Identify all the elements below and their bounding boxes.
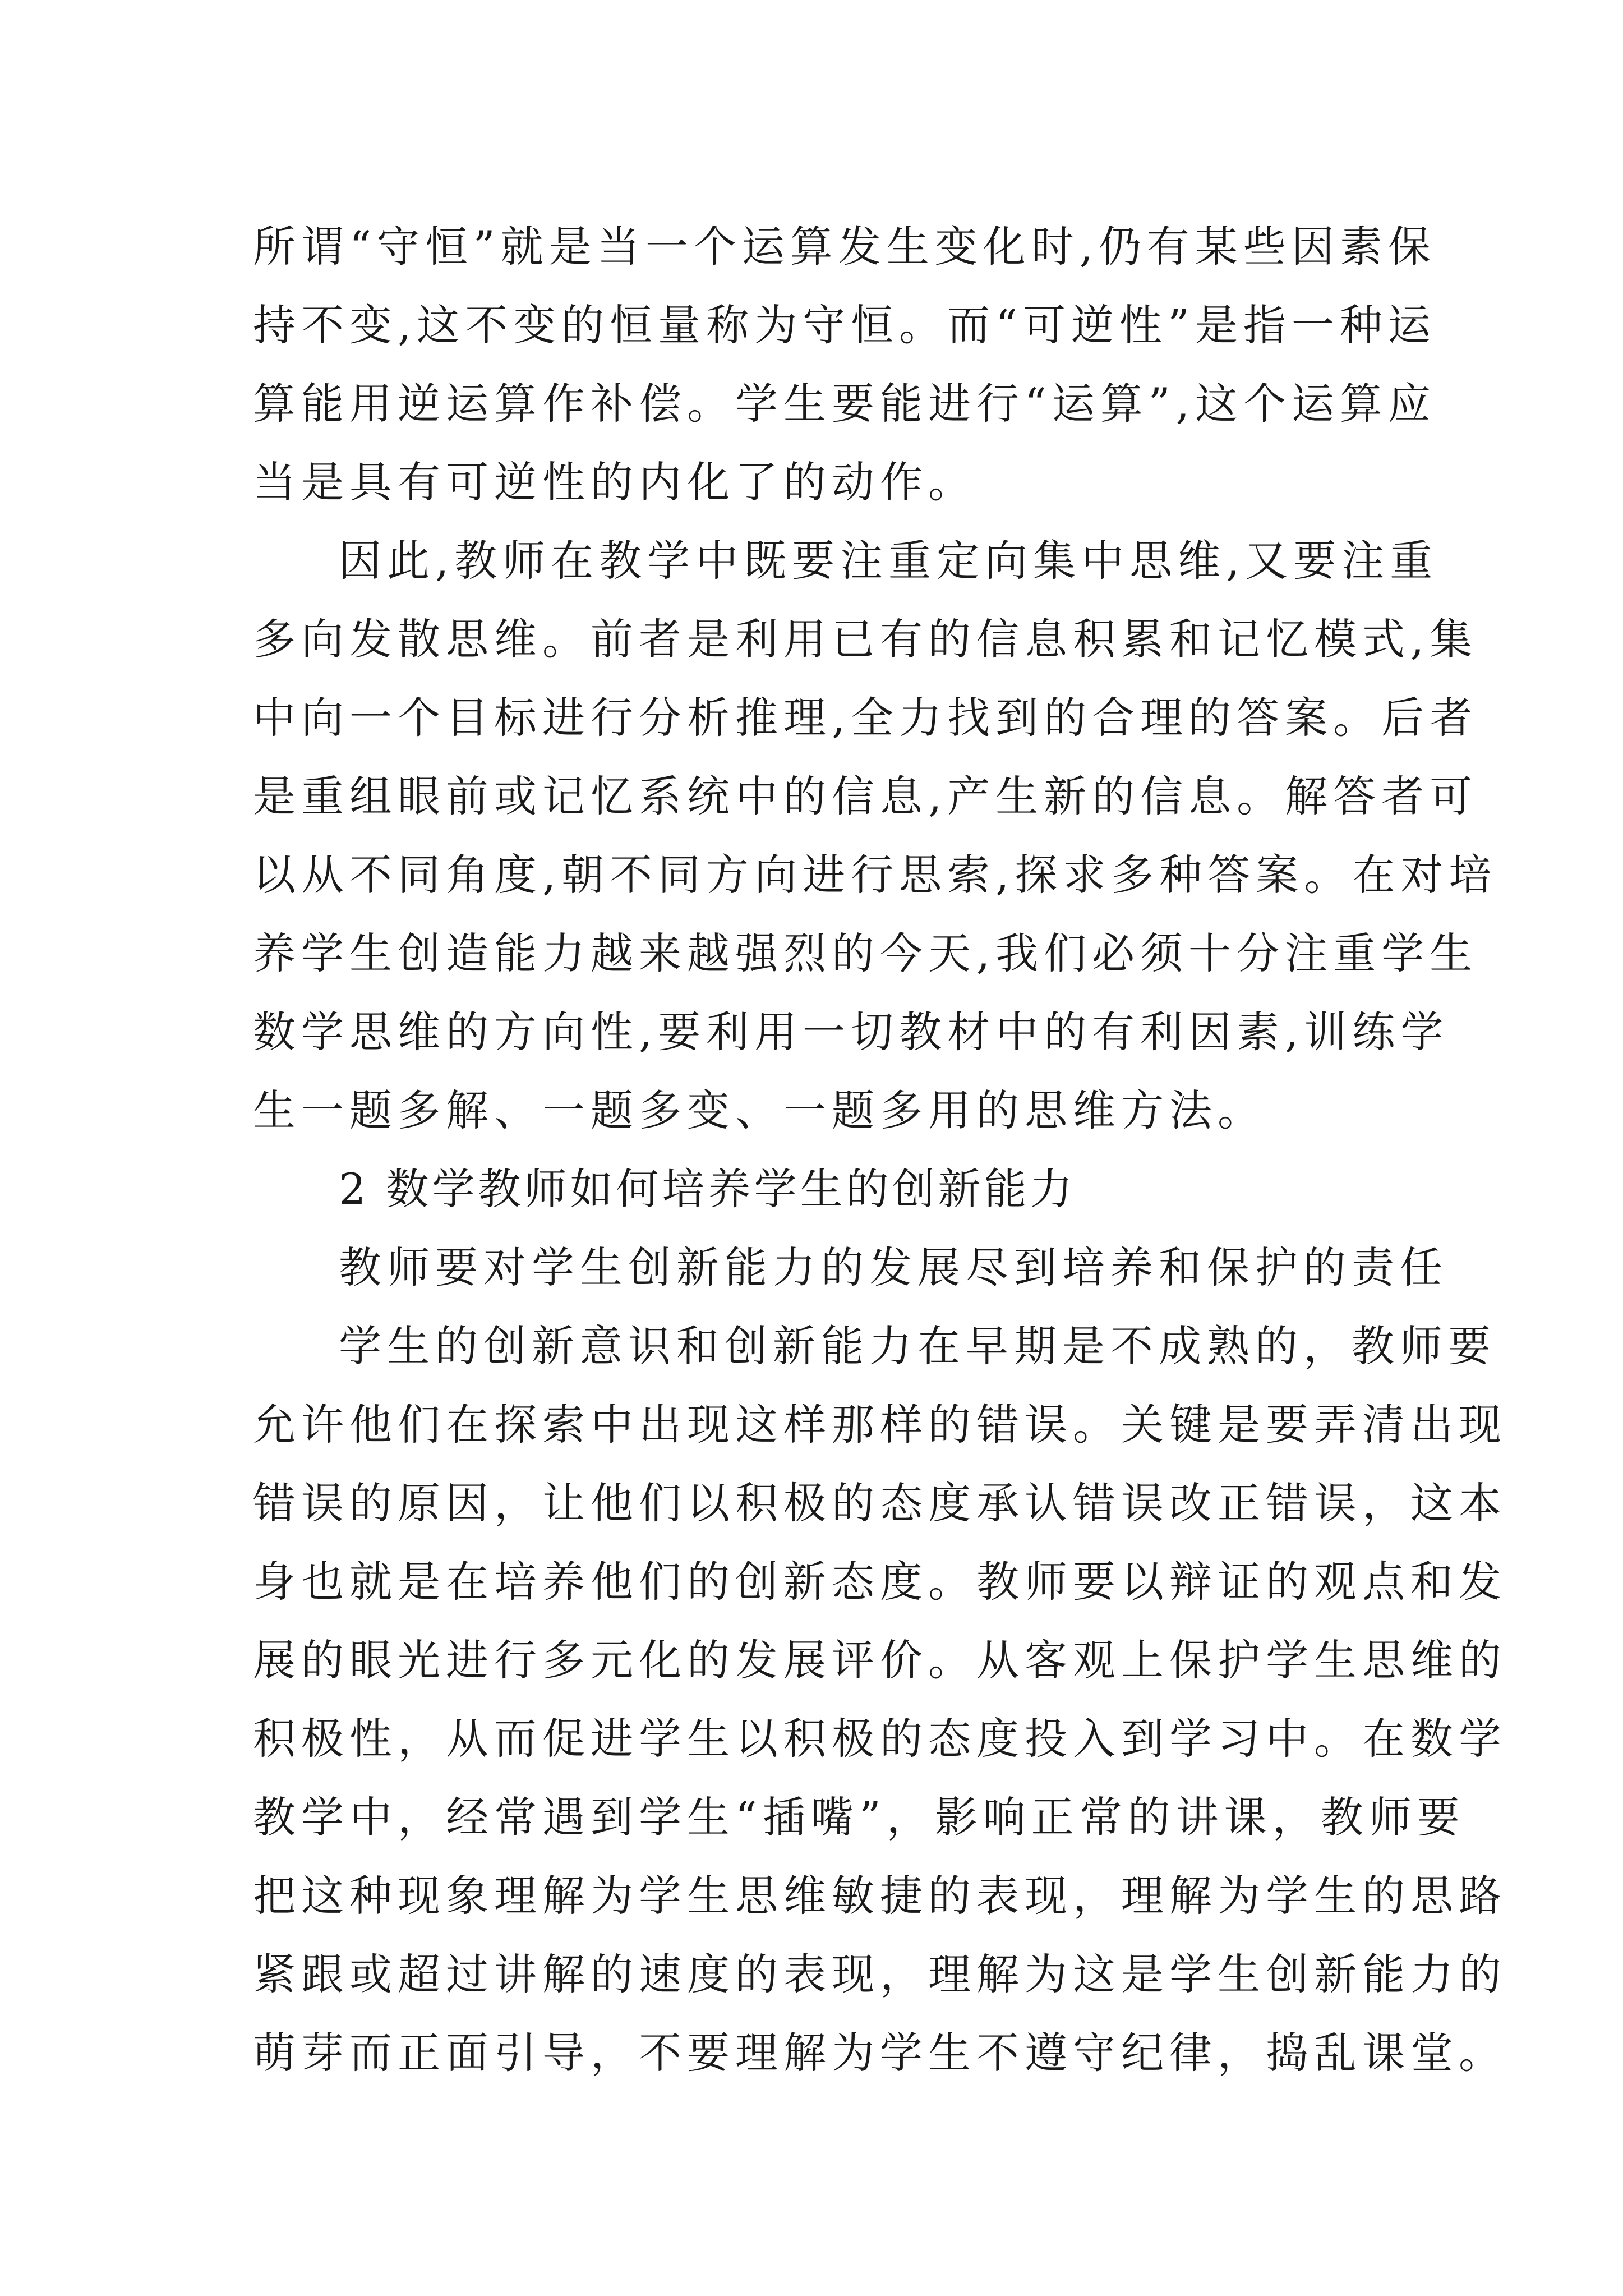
text-line: 生一题多解、一题多变、一题多用的思维方法。 <box>253 1085 1266 1135</box>
text-line: 积极性，从而促进学生以积极的态度投入到学习中。在数学 <box>253 1714 1507 1764</box>
text-line: 身也就是在培养他们的创新态度。教师要以辩证的观点和发 <box>253 1557 1507 1607</box>
text-line: 错误的原因，让他们以积极的态度承认错误改正错误，这本 <box>253 1478 1507 1528</box>
subsection-heading: 教师要对学生创新能力的发展尽到培养和保护的责任 <box>339 1243 1448 1292</box>
text-line: 当是具有可逆性的内化了的动作。 <box>253 457 976 507</box>
section-heading: 2 数学教师如何培养学生的创新能力 <box>339 1164 1076 1214</box>
text-line: 是重组眼前或记忆系统中的信息,产生新的信息。解答者可 <box>253 771 1478 821</box>
text-line: 教学中，经常遇到学生“插嘴”，影响正常的讲课，教师要 <box>253 1792 1465 1842</box>
text-line: 萌芽而正面引导，不要理解为学生不遵守纪律，捣乱课堂。 <box>253 2028 1507 2078</box>
text-line: 中向一个目标进行分析推理,全力找到的合理的答案。后者 <box>253 693 1478 743</box>
text-line: 多向发散思维。前者是利用已有的信息积累和记忆模式,集 <box>253 614 1478 664</box>
text-line: 把这种现象理解为学生思维敏捷的表现，理解为学生的思路 <box>253 1871 1507 1921</box>
text-line: 算能用逆运算作补偿。学生要能进行“运算”,这个运算应 <box>253 379 1436 429</box>
text-line: 学生的创新意识和创新能力在早期是不成熟的，教师要 <box>339 1321 1496 1371</box>
text-line: 养学生创造能力越来越强烈的今天,我们必须十分注重学生 <box>253 928 1478 978</box>
text-line: 允许他们在探索中出现这样那样的错误。关键是要弄清出现 <box>253 1400 1507 1450</box>
text-line: 数学思维的方向性,要利用一切教材中的有利因素,训练学 <box>253 1007 1449 1057</box>
text-line: 紧跟或超过讲解的速度的表现，理解为这是学生创新能力的 <box>253 1949 1507 1999</box>
text-line: 以从不同角度,朝不同方向进行思索,探求多种答案。在对培 <box>253 850 1497 900</box>
text-line: 展的眼光进行多元化的发展评价。从客观上保护学生思维的 <box>253 1635 1507 1685</box>
text-line: 持不变,这不变的恒量称为守恒。而“可逆性”是指一种运 <box>253 300 1436 350</box>
text-line: 所谓“守恒”就是当一个运算发生变化时,仍有某些因素保 <box>253 222 1436 272</box>
text-line: 因此,教师在教学中既要注重定向集中思维,又要注重 <box>339 536 1438 586</box>
